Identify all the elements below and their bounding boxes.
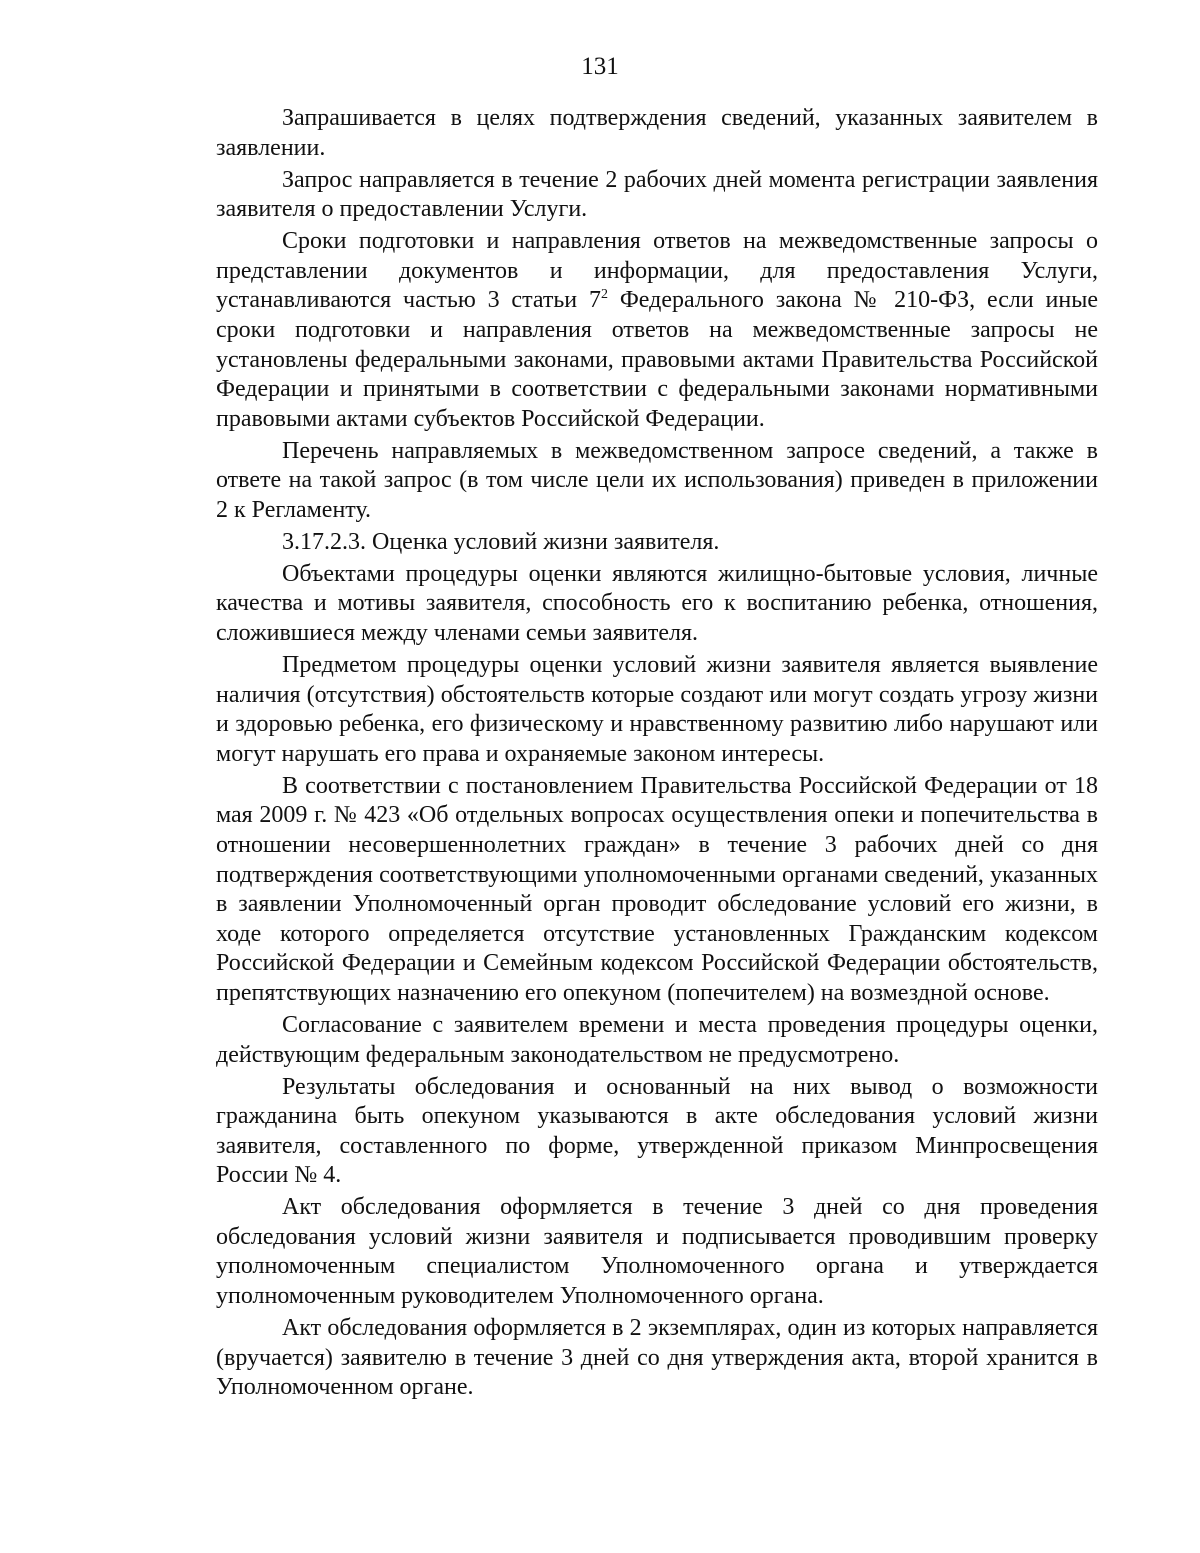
paragraph-response-terms-text-after: Федерального закона № 210-ФЗ, если иные сроки подготовки и направления ответов на межведомственные запросы не установлены федеральными законами, правовыми актами Правительства Российской Федерации и принятыми в соответствии с федеральными законами нормативными правовыми актами субъектов Российской Федерации. [216,287,1099,432]
paragraph-act-copies: Акт обследования оформляется в 2 экземплярах, один из которых направляется (вручается) заявителю в течение 3 дней со дня утверждения акта, второй хранится в Уполномоченном органе. [216,1315,1098,1401]
paragraph-request-deadline: Запрос направляется в течение 2 рабочих дней момента регистрации заявления заявителя о предоставлении Услуги. [216,166,1098,223]
paragraph-assessment-objects: Объектами процедуры оценки являются жилищно-бытовые условия, личные качества и мотивы заявителя, способность его к воспитанию ребенка, отношения, сложившиеся между членами семьи заявителя. [216,560,1098,647]
paragraph-coordination: Согласование с заявителем времени и места проведения процедуры оценки, действующим федеральным законодательством не предусмотрено. [216,1011,1098,1068]
paragraph-assessment-subject: Предметом процедуры оценки условий жизни заявителя является выявление наличия (отсутствия) обстоятельств которые создают или могут создать угрозу жизни и здоровью ребенка, его физическому и нравственному развитию либо нарушают или могут нарушать его права и охраняемые законом интересы. [216,652,1098,767]
paragraph-response-terms-text-before: Сроки подготовки и направления ответов на межведомственные запросы о представлении документов и информации, для предоставления Услуги, устанавливаются частью 3 статьи 7 [216,228,1098,314]
page-number: 131 [581,53,619,80]
section-heading-3-17-2-3: 3.17.2.3. Оценка условий жизни заявителя. [282,528,720,555]
article-superscript: 2 [601,287,608,303]
document-body [216,104,1098,1405]
paragraph-response-terms [216,227,1098,434]
paragraph-government-decree: В соответствии с постановлением Правительства Российской Федерации от 18 мая 2009 г. № 423 «Об отдельных вопросах осуществления опеки и попечительства в отношении несовершеннолетних граждан» в течение 3 рабочих дней со дня подтверждения соответствующими уполномоченными органами сведений, указанных в заявлении Уполномоченный орган проводит обследование условий его жизни, в ходе которого определяется отсутствие установленных Гражданским кодексом Российской Федерации и Семейным кодексом Российской Федерации обстоятельств, препятствующих назначению его опекуном (попечителем) на возмездной основе. [216,772,1098,1006]
paragraph-request-purpose: Запрашивается в целях подтверждения сведений, указанных заявителем в заявлении. [216,105,1098,161]
paragraph-inspection-results: Результаты обследования и основанный на них вывод о возможности гражданина быть опекуном указываются в акте обследования условий жизни заявителя, составленного по форме, утвержденной приказом Минпросвещения России № 4. [216,1073,1098,1189]
paragraph-act-execution: Акт обследования оформляется в течение 3 дней со дня проведения обследования условий жизни заявителя и подписывается проводившим проверку уполномоченным специалистом Уполномоченного органа и утверждается уполномоченным руководителем Уполномоченного органа. [216,1194,1098,1310]
paragraph-info-list: Перечень направляемых в межведомственном запросе сведений, а также в ответе на такой запрос (в том числе цели их использования) приведен в приложении 2 к Регламенту. [216,437,1098,523]
